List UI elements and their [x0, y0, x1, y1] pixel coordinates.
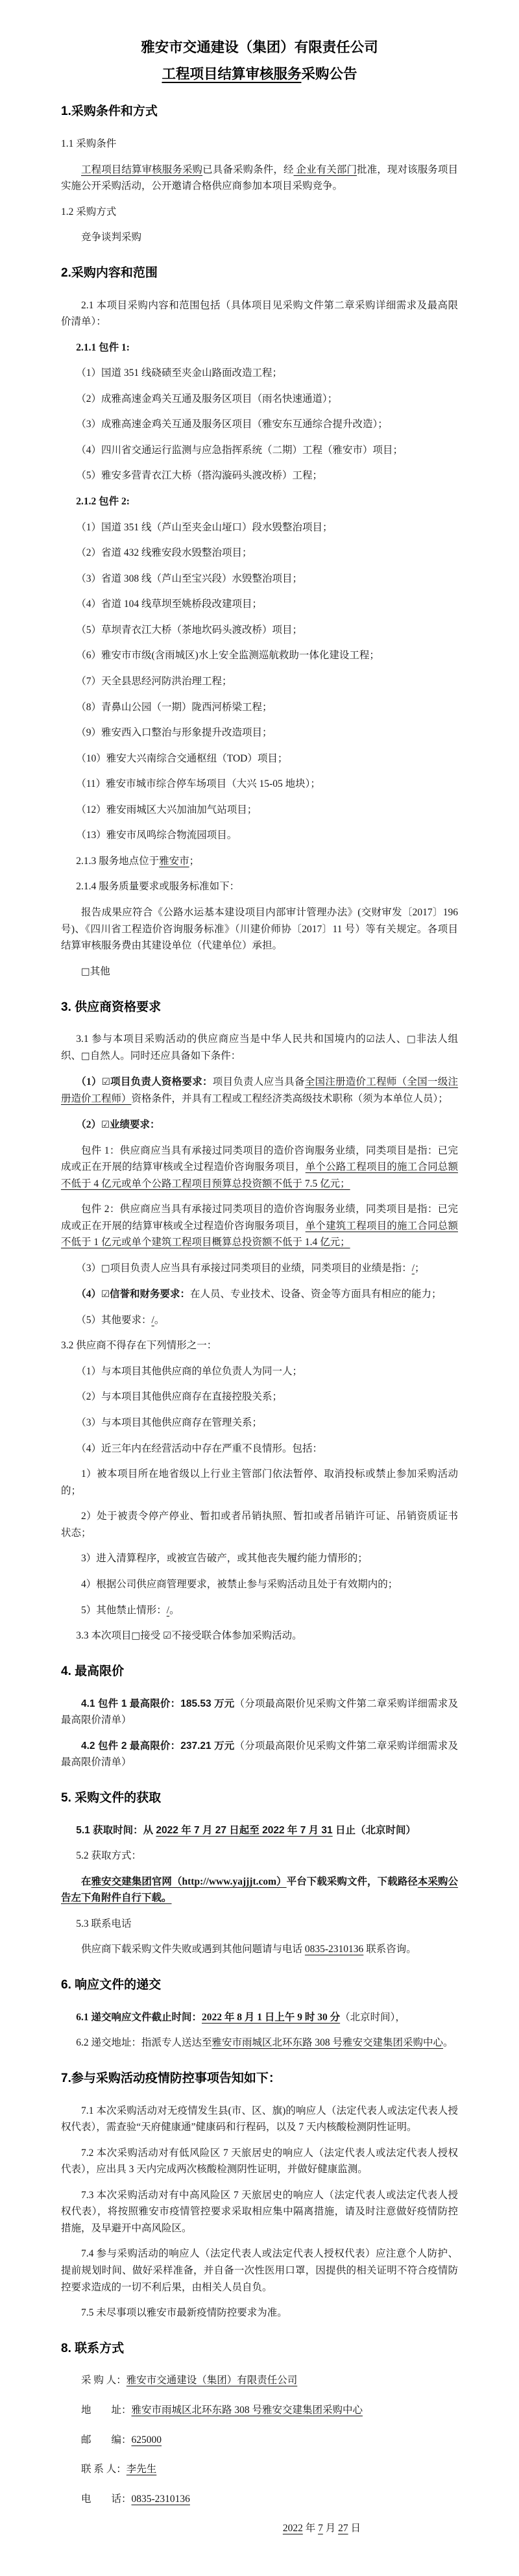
service-location-punct: ； [189, 855, 200, 867]
purchaser-value: 雅安市交通建设（集团）有限责任公司 [126, 2375, 298, 2386]
other-requirement-punct: 。 [154, 1314, 165, 1326]
procurement-condition-paragraph [61, 162, 458, 195]
section6-heading: 6. 响应文件的递交 [61, 1978, 162, 1992]
qualification-item-2 [61, 1117, 458, 1133]
qualification-item-1-rest: 资格条件，并具有工程或工程经济类高级技术职称（须为本单位人员）； [131, 1093, 448, 1105]
announcement-date [61, 2520, 458, 2537]
accept-label: 接受 [140, 1630, 163, 1642]
download-help-suffix: 联系咨询。 [363, 1944, 416, 1955]
item-number: （3） [76, 1262, 102, 1274]
package2-item: （7）天全县思经河防洪治理工程； [76, 675, 232, 687]
cost-engineer-underlined: 全国注册造价工程师（全国一级注册造价工程师） [61, 1076, 458, 1105]
item-number: （4） [76, 1288, 102, 1300]
package2-price-limit-note: （分项最高限价见采购文件第二章采购详细需求及最高限价清单） [61, 1740, 458, 1768]
phone-value: 0835-2310136 [131, 2493, 190, 2505]
section3-heading: 3. 供应商资格要求 [61, 1000, 162, 1014]
package2-item: （11）雅安市城市综合停车场项目（大兴 15-05 地块）； [76, 778, 320, 790]
covid-notice-item: 7.5 未尽事项以雅安市最新疫情防控要求为准。 [81, 2307, 287, 2319]
postcode-value: 625000 [131, 2434, 162, 2446]
checkbox-checked-icon: ☑ [366, 1034, 375, 1045]
not-accept-label: 不接受联合体参加采购活动。 [171, 1630, 302, 1642]
contact-block [61, 2372, 458, 2507]
qualification-item-4 [61, 1286, 458, 1303]
forbidden-subitem: 2）处于被责令停产停业、暂扣或者吊销执照、暂扣或者吊销许可证、吊销资质证书状态； [61, 1511, 458, 1539]
document-title-company [61, 38, 458, 58]
submission-deadline-label: 6.1 递交响应文件截止时间： [76, 2011, 202, 2023]
download-text: 在 [81, 1876, 91, 1887]
contact-row-postcode [61, 2432, 458, 2449]
download-help-text: 供应商下载采购文件失败或遇到其他问题请与电话 [81, 1944, 305, 1955]
package1-item: （2）成雅高速金鸡关互通及服务区项目（雨名快速通道）； [76, 393, 338, 404]
natural-person-label: 自然人。同时还应具备如下条件： [90, 1050, 241, 1062]
legal-person-label: 法人、 [374, 1034, 407, 1045]
contact-row-person [61, 2461, 458, 2478]
service-location-line [61, 853, 458, 870]
eligibility-text: 3.1 参与本项目采购活动的供应商应当是中华人民共和国境内的 [76, 1034, 367, 1045]
submission-deadline-line [61, 2009, 458, 2026]
package1-performance-paragraph [61, 1143, 458, 1193]
package1-price-limit-note: （分项最高限价见采购文件第二章采购详细需求及最高限价清单） [61, 1698, 458, 1726]
checkbox-unchecked-icon: □ [81, 1051, 90, 1062]
condition-text-rest: 批准，现对该服务项目实施公开采购活动，公开邀请合格供应商参加本项目采购竞争。 [61, 164, 458, 192]
checkbox-checked-icon: ☑ [101, 1289, 110, 1300]
forbidden-situations-intro: 3.2 供应商不得存在下列情形之一： [61, 1340, 217, 1352]
package1-title: 2.1.1 包件 1: [76, 341, 130, 353]
checkbox-unchecked-icon: □ [131, 1631, 141, 1642]
obtain-method-label: 5.2 获取方式： [76, 1850, 142, 1862]
contact-phone-label: 5.3 联系电话 [76, 1918, 132, 1929]
checkbox-unchecked-icon: □ [81, 966, 90, 977]
supplier-eligibility-intro [61, 1031, 458, 1065]
company-name: 雅安市交通建设（集团）有限责任公司 [141, 40, 378, 55]
package2-performance-underlined: 单个建筑工程项目的施工合同总额不低于 1 亿元或单个建筑工程项目概算总投资额不低于 1.4 亿元； [61, 1220, 458, 1248]
condition-text: 已具备采购条件，经 [202, 164, 294, 175]
covid-notice-item: 7.2 本次采购活动对有低风险区 7 天旅居史的响应人（法定代表人或法定代表人授权代表），应出具 3 天内完成两次核酸检测阴性证明，并做好健康监测。 [61, 2147, 458, 2175]
package1-item: （1）国道 351 线硗碛至夹金山路面改造工程； [76, 367, 283, 379]
package1-item: （3）成雅高速金鸡关互通及服务区项目（雅安东互通综合提升改造）； [76, 419, 388, 430]
package2-item: （4）省道 104 线草坝至姚桥段改建项目； [76, 599, 263, 610]
scope-intro: 2.1 本项目采购内容和范围包括（具体项目见采购文件第二章采购详细需求及最高限价清单）： [61, 299, 458, 328]
submission-address-punct: 。 [443, 2037, 453, 2049]
package1-performance-underlined: 单个公路工程项目的施工合同总额不低于 4 亿元或单个公路工程项目预算总投资额不低于 7.5 亿元； [61, 1161, 458, 1189]
document-title-subject [61, 64, 458, 84]
package2-title: 2.1.2 包件 2: [76, 496, 130, 508]
forbidden-subitem: 4）根据公司供应商管理要求，被禁止参与采购活动且处于有效期内的； [81, 1578, 398, 1590]
section4-heading: 4. 最高限价 [61, 1665, 125, 1679]
checkbox-checked-icon: ☑ [163, 1631, 172, 1642]
package2-performance-paragraph [61, 1201, 458, 1251]
postcode-label: 邮 编： [81, 2434, 132, 2446]
credit-finance-text: 在人员、专业技术、设备、资金等方面具有相应的能力； [190, 1288, 442, 1300]
section2-heading: 2.采购内容和范围 [61, 266, 158, 280]
date-year: 2022 [282, 2523, 303, 2534]
download-help-line [61, 1941, 458, 1958]
section1-2-label: 1.2 采购方式 [61, 206, 117, 217]
forbidden-item: （3）与本项目其他供应商存在管理关系； [76, 1417, 263, 1429]
submission-address-line [61, 2035, 458, 2051]
contact-person-value: 李先生 [126, 2464, 157, 2475]
contact-person-label: 联 系 人： [81, 2464, 127, 2475]
package1-item: （4）四川省交通运行监测与应急指挥系统（二期）工程（雅安市）项目； [76, 444, 404, 456]
document-obtain-time [61, 1822, 458, 1839]
download-instruction-paragraph [61, 1874, 458, 1907]
package2-item: （10）雅安大兴南综合交通枢纽（TOD）项目； [76, 752, 288, 764]
package2-performance-text: 包件 2：供应商应当具有承接过同类项目的造价咨询服务业绩，同类项目是指：已完成或正在开展的结算审核或全过程造价咨询服务项目， [61, 1204, 458, 1232]
download-path-underlined: 本采购公告左下角附件自行下载。 [61, 1876, 458, 1904]
checkbox-unchecked-icon: □ [407, 1034, 416, 1045]
date-month-unit: 月 [322, 2523, 339, 2534]
forbidden-item: （2）与本项目其他供应商存在直接控股关系； [76, 1391, 283, 1403]
performance-requirement-label: 业绩要求： [110, 1119, 160, 1130]
package2-item: （2）省道 432 线雅安段水毁整治项目； [76, 547, 252, 559]
item-number: （2） [76, 1119, 102, 1130]
package2-price-limit [61, 1738, 458, 1771]
service-standard-paragraph: 报告成果应符合《公路水运基本建设项目内部审计管理办法》(交财审发〔2017〕196 号)、《四川省工程造价咨询服务标准》（川建价师协〔2017〕11 号）等有关规定。各项目结算审核服务费由其建设单位（代建单位）承担。 [61, 907, 458, 952]
submission-address-underlined: 雅安市雨城区北环东路 308 号雅安交建集团采购中心 [211, 2037, 444, 2049]
approval-authority-underlined: 企业有关部门 [293, 164, 357, 175]
date-day: 27 [338, 2523, 348, 2534]
forbidden-subitem-5 [61, 1602, 458, 1619]
package1-price-limit-value: 4.1 包件 1 最高限价：185.53 万元 [81, 1698, 235, 1709]
procurement-name-underlined: 工程项目结算审核服务采购 [81, 164, 203, 175]
forbidden-item: （1）与本项目其他供应商的单位负责人为同一人； [76, 1365, 303, 1377]
forbidden-item: （4）近三年内在经营活动中存在严重不良情形。包括： [76, 1443, 323, 1454]
official-website-underlined: 雅安交建集团官网（http://www.yajjjt.com） [91, 1876, 287, 1887]
forbidden-subitem: 3）进入清算程序，或被宣告破产，或其他丧失履约能力情形的； [81, 1553, 368, 1565]
document-subject-underlined: 工程项目结算审核服务 [162, 66, 302, 82]
procurement-method: 竞争谈判采购 [81, 232, 142, 243]
section7-heading: 7.参与采购活动疫情防控事项告知如下： [61, 2071, 281, 2085]
service-location-text: 2.1.3 服务地点位于 [76, 855, 160, 867]
slash-placeholder-underlined: / [411, 1262, 415, 1274]
package2-item: （1）国道 351 线（芦山至夹金山垭口）段水毁整治项目； [76, 521, 333, 533]
contact-row-address [61, 2402, 458, 2419]
qualification-item-1-label: 项目负责人资格要求： [110, 1076, 213, 1088]
qualification-item-3 [61, 1260, 458, 1277]
service-location-underlined: 雅安市 [159, 855, 189, 867]
credit-finance-label: 信誉和财务要求： [110, 1288, 191, 1300]
section1-1-label: 1.1 采购条件 [61, 138, 117, 150]
qualification-item-5 [61, 1312, 458, 1329]
contact-row-purchaser [61, 2372, 458, 2389]
qualification-item-1 [61, 1074, 458, 1107]
qualification-item-1-text: 项目负责人应当具备 [212, 1076, 305, 1088]
contact-row-phone [61, 2491, 458, 2508]
package2-item: （12）雅安雨城区大兴加油加气站项目； [76, 804, 258, 815]
section5-heading: 5. 采购文件的获取 [61, 1790, 162, 1805]
section1-heading: 1.采购条件和方式 [61, 105, 158, 119]
purchaser-label: 采 购 人： [81, 2375, 127, 2386]
submission-address-label: 6.2 递交地址：指派专人送达至 [76, 2037, 212, 2049]
covid-notice-item: 7.1 本次采购活动对无疫情发生县(市、区、旗)的响应人（法定代表人或法定代表人授权代表），需查验“天府健康通”健康码和行程码，以及 7 天内核酸检测阴性证明。 [61, 2105, 458, 2133]
package2-item: （8）青鼻山公园（一期）陇西河桥梁工程； [76, 701, 272, 713]
forbidden-subitem-5-text: 5）其他禁止情形： [81, 1604, 167, 1616]
obtain-time-label: 5.1 获取时间：从 [76, 1824, 156, 1836]
help-phone-underlined: 0835-2310136 [304, 1944, 364, 1955]
package2-item: （9）雅安西入口整治与形象提升改造项目； [76, 727, 272, 739]
service-standard-label: 2.1.4 服务质量要求或服务标准如下： [76, 881, 240, 893]
package1-price-limit [61, 1696, 458, 1729]
checkbox-checked-icon: ☑ [101, 1119, 110, 1130]
non-legal-org-label: 非法人组织、 [61, 1034, 458, 1062]
other-option-label: 其他 [90, 965, 110, 977]
checkbox-checked-icon: ☑ [101, 1077, 110, 1088]
consortium-text: 3.3 本次项目 [76, 1630, 132, 1642]
package2-item: （3）省道 308 线（芦山至宝兴段）水毁整治项目； [76, 573, 303, 584]
checkbox-unchecked-icon: □ [101, 1263, 110, 1274]
covid-notice-item: 7.3 本次采购活动对有中高风险区 7 天旅居史的响应人（法定代表人或法定代表人授权代表），将按照雅安市疫情管控要求采取相应集中隔离措施，请及时注意做好疫情防控措施，及早避开中高风险区。 [61, 2189, 458, 2234]
package1-item: （5）雅安多营青衣江大桥（搭沟漩码头渡改桥）工程； [76, 470, 323, 482]
package2-item: （13）雅安市凤鸣综合物流园项目。 [76, 830, 237, 841]
package2-item: （6）雅安市市级(含雨城区)水上安全监测巡航救助一体化建设工程； [76, 650, 380, 662]
package1-performance-text: 包件 1：供应商应当具有承接过同类项目的造价咨询服务业绩，同类项目是指：已完成或正在开展的结算审核或全过程造价咨询服务项目， [61, 1145, 458, 1173]
phone-label: 电 话： [81, 2493, 132, 2505]
forbidden-subitem-5-punct: 。 [169, 1604, 180, 1616]
qualification-item-3-punct: ； [415, 1262, 425, 1274]
package2-item: （5）草坝青衣江大桥（茶地坎码头渡改桥）项目； [76, 624, 303, 636]
qualification-item-3-text: 项目负责人应当具有承接过同类项目的业绩，同类项目的业绩是指： [110, 1262, 412, 1274]
address-label: 地 址： [81, 2404, 132, 2416]
other-requirement-text: （5）其他要求： [76, 1314, 152, 1326]
document-subject-rest: 采购公告 [301, 66, 357, 82]
date-day-unit: 日 [348, 2523, 361, 2534]
obtain-time-suffix: 日止（北京时间） [332, 1824, 416, 1836]
submission-deadline-suffix: （北京时间）， [340, 2011, 405, 2023]
other-option-line [61, 963, 458, 980]
covid-notice-item: 7.4 参与采购活动的响应人（法定代表人或法定代表人授权代表）应注意个人防护、提前规划时间、做好采样准备，并自备一次性医用口罩，因提供的相关证明不符合疫情防控要求造成的一切不利后果，由相关人员自负。 [61, 2248, 458, 2293]
submission-deadline-underlined: 2022 年 8 月 1 日上午 9 时 30 分 [202, 2011, 341, 2023]
package2-price-limit-value: 4.2 包件 2 最高限价：237.21 万元 [81, 1740, 235, 1752]
slash-placeholder-underlined: / [166, 1604, 170, 1616]
consortium-line [61, 1628, 458, 1644]
slash-placeholder-underlined: / [151, 1314, 154, 1326]
item-number: （1） [76, 1076, 102, 1088]
forbidden-subitem: 1）被本项目所在地省级以上行业主管部门依法暂停、取消投标或禁止参加采购活动的； [61, 1468, 458, 1496]
date-month: 7 [318, 2523, 323, 2534]
section8-heading: 8. 联系方式 [61, 2341, 125, 2355]
download-text-mid: 平台下载采购文件，下载路径 [286, 1876, 418, 1887]
address-value: 雅安市雨城区北环东路 308 号雅安交建集团采购中心 [131, 2404, 363, 2416]
obtain-time-range-underlined: 2022 年 7 月 27 日起至 2022 年 7 月 31 [156, 1824, 333, 1836]
date-year-unit: 年 [302, 2523, 319, 2534]
